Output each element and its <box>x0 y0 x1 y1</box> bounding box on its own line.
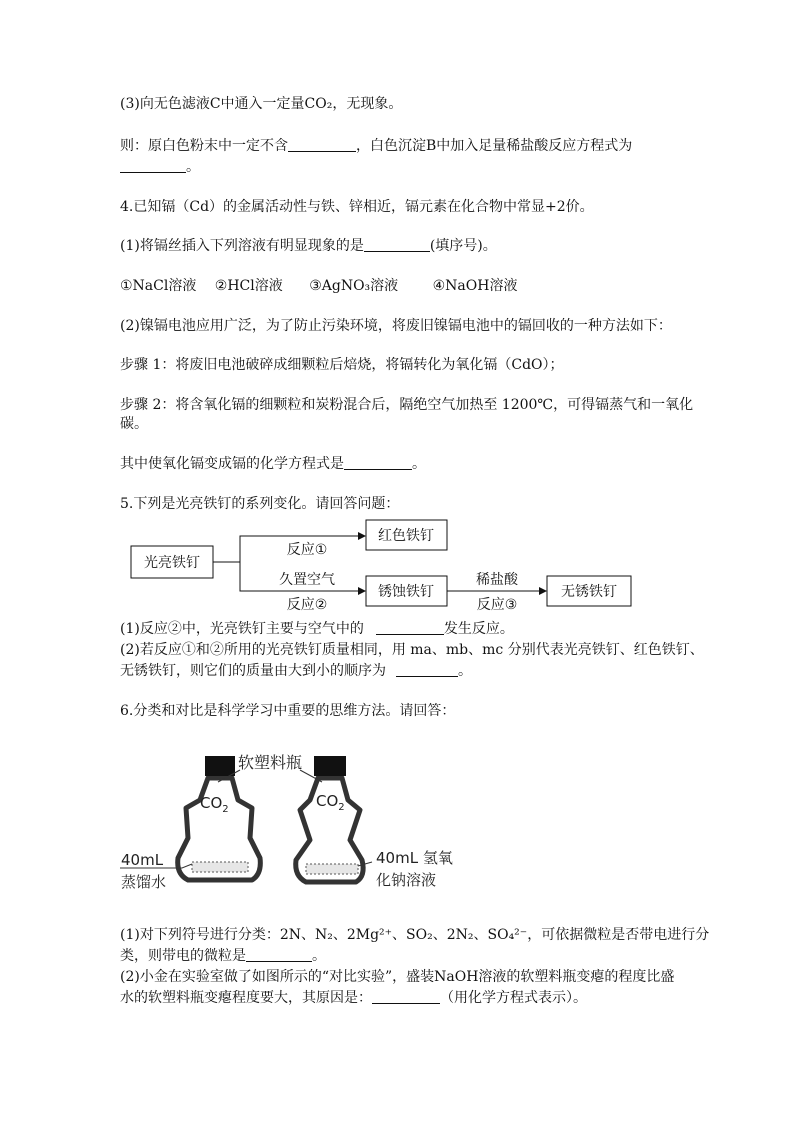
q4-part2: (2)镍镉电池应用广泛，为了防止污染环境，将废旧镍镉电池中的镉回收的一种方法如下： <box>120 318 672 334</box>
q5-part1-text-b: 发生反应。 <box>443 621 514 637</box>
label-hcl: 稀盐酸 <box>476 572 518 588</box>
q4-part1-text-b: (填序号)。 <box>429 238 497 254</box>
answer-blank[interactable] <box>246 947 312 962</box>
gas-right-subscript: 2 <box>338 802 345 813</box>
left-label-volume: 40mL <box>121 851 164 869</box>
q4-step2-line1: 步骤 2：将含氧化镉的细颗粒和炭粉混合后，隔绝空气加热至 1200℃，可得镉蒸气和一氧化 <box>120 397 694 413</box>
q4-option-2: ②HCl溶液 <box>214 278 283 294</box>
bottle-left-liquid <box>192 862 248 872</box>
q3-part3: (3)向无色滤液C中通入一定量CO₂，无现象。 <box>120 96 403 112</box>
q4-option-3: ③AgNO₃溶液 <box>309 278 399 294</box>
q6-stem: 6.分类和对比是科学学习中重要的思维方法。请回答： <box>120 703 456 719</box>
bottle-left-cap <box>205 756 235 776</box>
gas-label-left <box>200 794 229 815</box>
q6-part2-text-b: （用化学方程式表示）。 <box>440 990 587 1006</box>
q4-step1: 步骤 1：将废旧电池破碎成细颗粒后焙烧，将镉转化为氧化镉（CdO）； <box>120 357 564 373</box>
gas-right-formula: CO <box>316 792 339 810</box>
bottle-right-liquid <box>306 864 358 874</box>
q6-part1-line1: (1)对下列符号进行分类：2N、N₂、2Mg²⁺、SO₂、2N₂、SO₄²⁻，可依据微粒是否带电进行分 <box>120 927 710 943</box>
box-label-start: 光亮铁钉 <box>144 555 200 571</box>
q6-part2-text-a: 水的软塑料瓶变瘪程度要大，其原因是： <box>120 990 372 1006</box>
gas-left-formula: CO <box>200 794 223 812</box>
label-reaction-2: 反应② <box>286 597 328 613</box>
bottle-right-cap <box>314 756 346 776</box>
q6-part1-line2 <box>120 947 326 965</box>
right-label-liquid: 化钠溶液 <box>376 871 437 889</box>
left-label-liquid: 蒸馏水 <box>121 873 167 891</box>
q4-option-1: ①NaCl溶液 <box>120 278 197 294</box>
q4-equation-text-b: 。 <box>412 456 426 472</box>
q6-part1-text-a: 类，则带电的微粒是 <box>120 948 246 964</box>
q3-conclusion-text-b: ，白色沉淀B中加入足量稀盐酸反应方程式为 <box>356 138 633 154</box>
q6-part2-line2 <box>120 989 587 1007</box>
q4-option-4: ④NaOH溶液 <box>432 278 518 294</box>
figure-title: 软塑料瓶 <box>237 753 303 772</box>
box-label-clean: 无锈铁钉 <box>561 584 617 600</box>
q5-part1-text-a: (1)反应②中，光亮铁钉主要与空气中的 <box>120 621 364 637</box>
q6-part1-text-b: 。 <box>312 948 326 964</box>
gas-left-subscript: 2 <box>222 804 229 815</box>
q3-conclusion-text-a: 则：原白色粉末中一定不含 <box>120 138 288 154</box>
q4-step2-line2: 碳。 <box>120 416 148 432</box>
q5-part2-text-a: 无锈铁钉，则它们的质量由大到小的顺序为 <box>120 663 386 679</box>
right-label-volume: 40mL 氢氧 <box>376 849 453 867</box>
q6-part2-line1: (2)小金在实验室做了如图所示的“对比实验”，盛装NaOH溶液的软塑料瓶变瘪的程度比盛 <box>120 969 675 985</box>
answer-blank[interactable] <box>372 989 440 1004</box>
q5-part2-line1: (2)若反应①和②所用的光亮铁钉质量相同，用 ma、mb、mc 分别代表光亮铁钉、红色铁钉、 <box>120 642 704 658</box>
q3-conclusion-text-c: 。 <box>186 159 200 175</box>
box-label-red: 红色铁钉 <box>378 528 434 544</box>
q4-part1-text-a: (1)将镉丝插入下列溶液有明显现象的是 <box>120 238 364 254</box>
q4-stem: 4.已知镉（Cd）的金属活动性与铁、锌相近，镉元素在化合物中常显+2价。 <box>120 199 594 215</box>
q5-part2-text-b: 。 <box>458 663 472 679</box>
gas-label-right <box>316 792 345 813</box>
label-reaction-3: 反应③ <box>476 597 518 613</box>
box-label-rust: 锈蚀铁钉 <box>378 584 434 600</box>
label-reaction-1: 反应① <box>286 542 328 558</box>
q4-equation-text-a: 其中使氧化镉变成镉的化学方程式是 <box>120 456 344 472</box>
label-air: 久置空气 <box>279 572 335 588</box>
q5-stem: 5.下列是光亮铁钉的系列变化。请回答问题： <box>120 496 400 512</box>
